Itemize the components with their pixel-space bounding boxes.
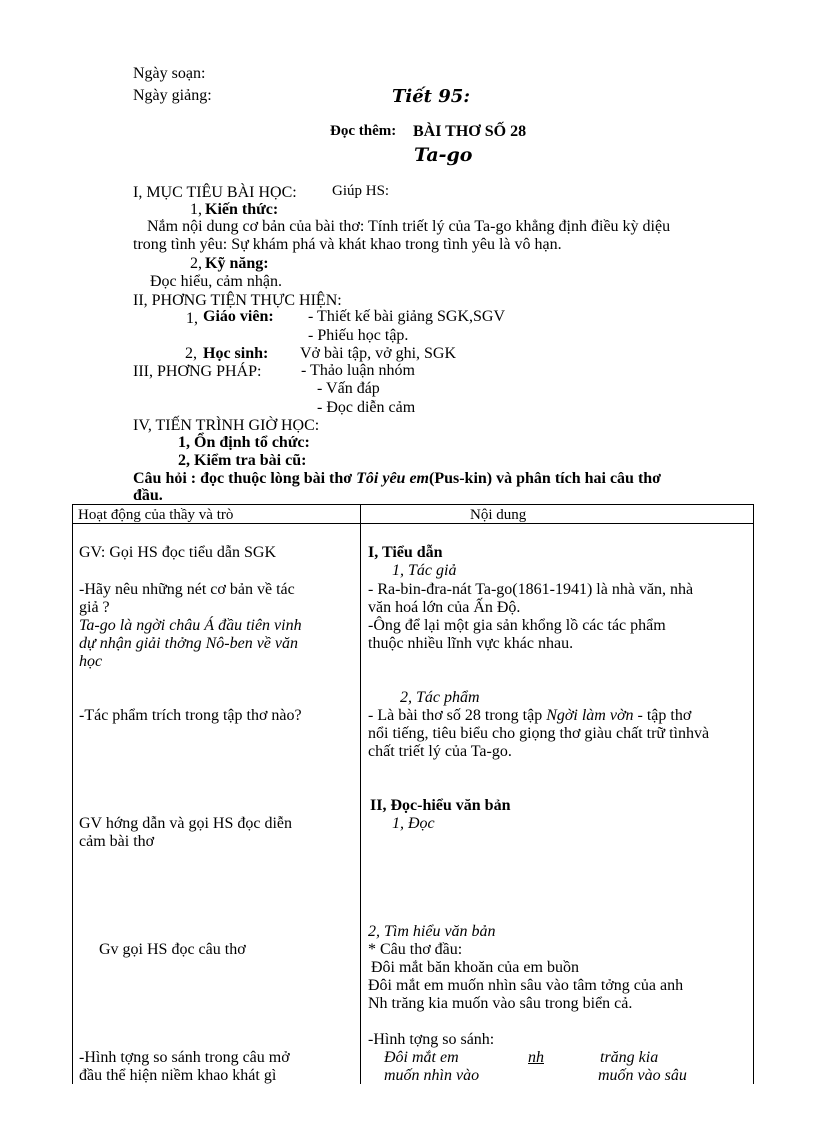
giao-vien-number: 1, [186,310,198,327]
tien-trinh-heading: IV, TIẾN TRÌNH GIỜ HỌC: [133,417,320,434]
left-row-6: học [79,653,103,670]
right-doc-hieu: II, Đọc-hiểu văn bản [370,797,511,814]
left-row-8: GV hớng dẫn và gọi HS đọc diễn [79,815,293,832]
hs-text: Vở bài tập, vở ghi, SGK [300,345,457,362]
right-row-4: văn hoá lớn của Ấn Độ. [368,599,521,616]
right-row-18: -Hình tợng so sánh: [368,1031,495,1048]
cau-hoi-tail: (Pus-kin) và phân tích hai câu thơ [429,470,662,487]
kiem-tra-heading: 2, Kiểm tra bài cũ: [178,452,307,469]
right-row-6: thuộc nhiều lĩnh vực khác nhau. [368,635,574,652]
hoc-sinh-heading: Học sinh: [203,345,269,362]
left-row-10: Gv gọi HS đọc câu thơ [99,941,246,958]
right-tac-gia: 1, Tác giả [392,562,457,579]
pp-item-1: - Thảo luận nhóm [301,362,415,379]
poem-title: BÀI THƠ SỐ 28 [413,123,527,140]
muc-tieu-heading: I, MỤC TIÊU BÀI HỌC: [133,184,297,201]
poem-author: Ta-go [414,144,473,166]
kien-thuc-heading: Kiến thức: [205,201,279,218]
right-row-8-tail: - tập thơ [633,707,692,724]
kien-thuc-number: 1, [190,201,202,218]
giao-vien-heading: Giáo viên: [203,308,274,325]
right-row-9: nổi tiếng, tiêu biểu cho giọng thơ giàu chất trữ tìnhvà [368,725,710,742]
right-row-19-b: nh [528,1049,544,1066]
right-row-8 [368,708,691,724]
right-tieu-dan: I, Tiểu dẫn [368,544,443,561]
ky-nang-text: Đọc hiểu, cảm nhận. [150,273,282,290]
left-row-3: giả ? [79,599,110,616]
right-tac-pham: 2, Tác phẩm [400,689,480,706]
ky-nang-number: 2, [190,255,202,272]
gv-item-2: - Phiếu học tập. [308,327,409,344]
phuong-tien-heading: II, PHƠNG TIỆN THỰC HIỆN: [133,292,342,309]
right-row-14: * Câu thơ đầu: [368,941,463,958]
phuong-phap-heading: III, PHƠNG PHÁP: [133,363,262,380]
pp-item-2: - Vấn đáp [317,380,380,397]
cau-hoi-poem: Tôi yêu em [356,470,429,487]
left-row-5: dự nhận giải thởng Nô-ben về văn [79,635,299,652]
gv-item-1: - Thiết kế bài giảng SGK,SGV [308,308,506,325]
right-row-17: Nh trăng kia muốn vào sâu trong biển cả. [368,995,633,1012]
table-col-left-header: Hoạt động của thầy và trò [78,507,234,523]
right-row-19-c: trăng kia [600,1049,659,1066]
giup-hs-text: Giúp HS: [332,183,390,199]
hoc-sinh-number: 2, [185,345,197,362]
right-tim-hieu: 2, Tìm hiểu văn bản [368,923,496,940]
right-row-8-lead: - Là bài thơ số 28 trong tập [368,707,547,724]
cau-hoi-end: đầu. [133,487,163,504]
cau-hoi-lead: Câu hỏi : đọc thuộc lòng bài thơ [133,470,357,487]
ky-nang-heading: Kỹ năng: [205,255,269,272]
kien-thuc-text-1: Nắm nội dung cơ bản của bài thơ: Tính triết lý của Ta-go khẳng định điều kỳ diệu [147,218,671,235]
right-row-16: Đôi mắt em muốn nhìn sâu vào tâm tởng của anh [368,977,684,994]
right-doc: 1, Đọc [392,815,435,832]
right-row-10: chất triết lý của Ta-go. [368,743,512,760]
right-row-8-book: Ngời làm vờn [546,707,634,724]
ngay-soan-label: Ngày soạn: [133,65,206,82]
cau-hoi-line [133,471,661,487]
left-row-2: -Hãy nêu những nét cơ bản về tác [79,581,295,598]
right-row-20-b: muốn vào sâu [598,1067,687,1084]
right-row-19-a: Đôi mắt em [384,1049,459,1066]
on-dinh-heading: 1, Ổn định tổ chức: [178,434,310,451]
right-row-15: Đôi mắt băn khoăn của em buồn [371,959,579,976]
table-col-right-header: Nội dung [470,507,527,523]
right-row-5: -Ông để lại một gia sản khổng lồ các tác phẩm [368,617,666,634]
table-header-divider [72,523,754,524]
left-row-11: -Hình tợng so sánh trong câu mở [79,1049,290,1066]
doc-them-label: Đọc thêm: [330,123,397,139]
left-row-4: Ta-go là ngời châu Á đầu tiên vinh [79,617,302,634]
pp-item-3: - Đọc diễn cảm [317,399,416,416]
left-row-7: -Tác phẩm trích trong tập thơ nào? [79,707,302,724]
left-row-1: GV: Gọi HS đọc tiểu dẫn SGK [79,544,277,561]
kien-thuc-text-2: trong tình yêu: Sự khám phá và khát khao trong tình yêu là vô hạn. [133,236,562,253]
left-row-12: đầu thể hiện niềm khao khát gì [79,1067,277,1084]
ngay-giang-label: Ngày giảng: [133,87,212,104]
right-row-3: - Ra-bin-đra-nát Ta-go(1861-1941) là nhà văn, nhà [368,581,694,598]
right-row-20-a: muốn nhìn vào [384,1067,480,1084]
table-column-divider [360,504,361,1084]
lesson-number: Tiết 95: [392,86,470,107]
left-row-9: cảm bài thơ [79,833,155,850]
